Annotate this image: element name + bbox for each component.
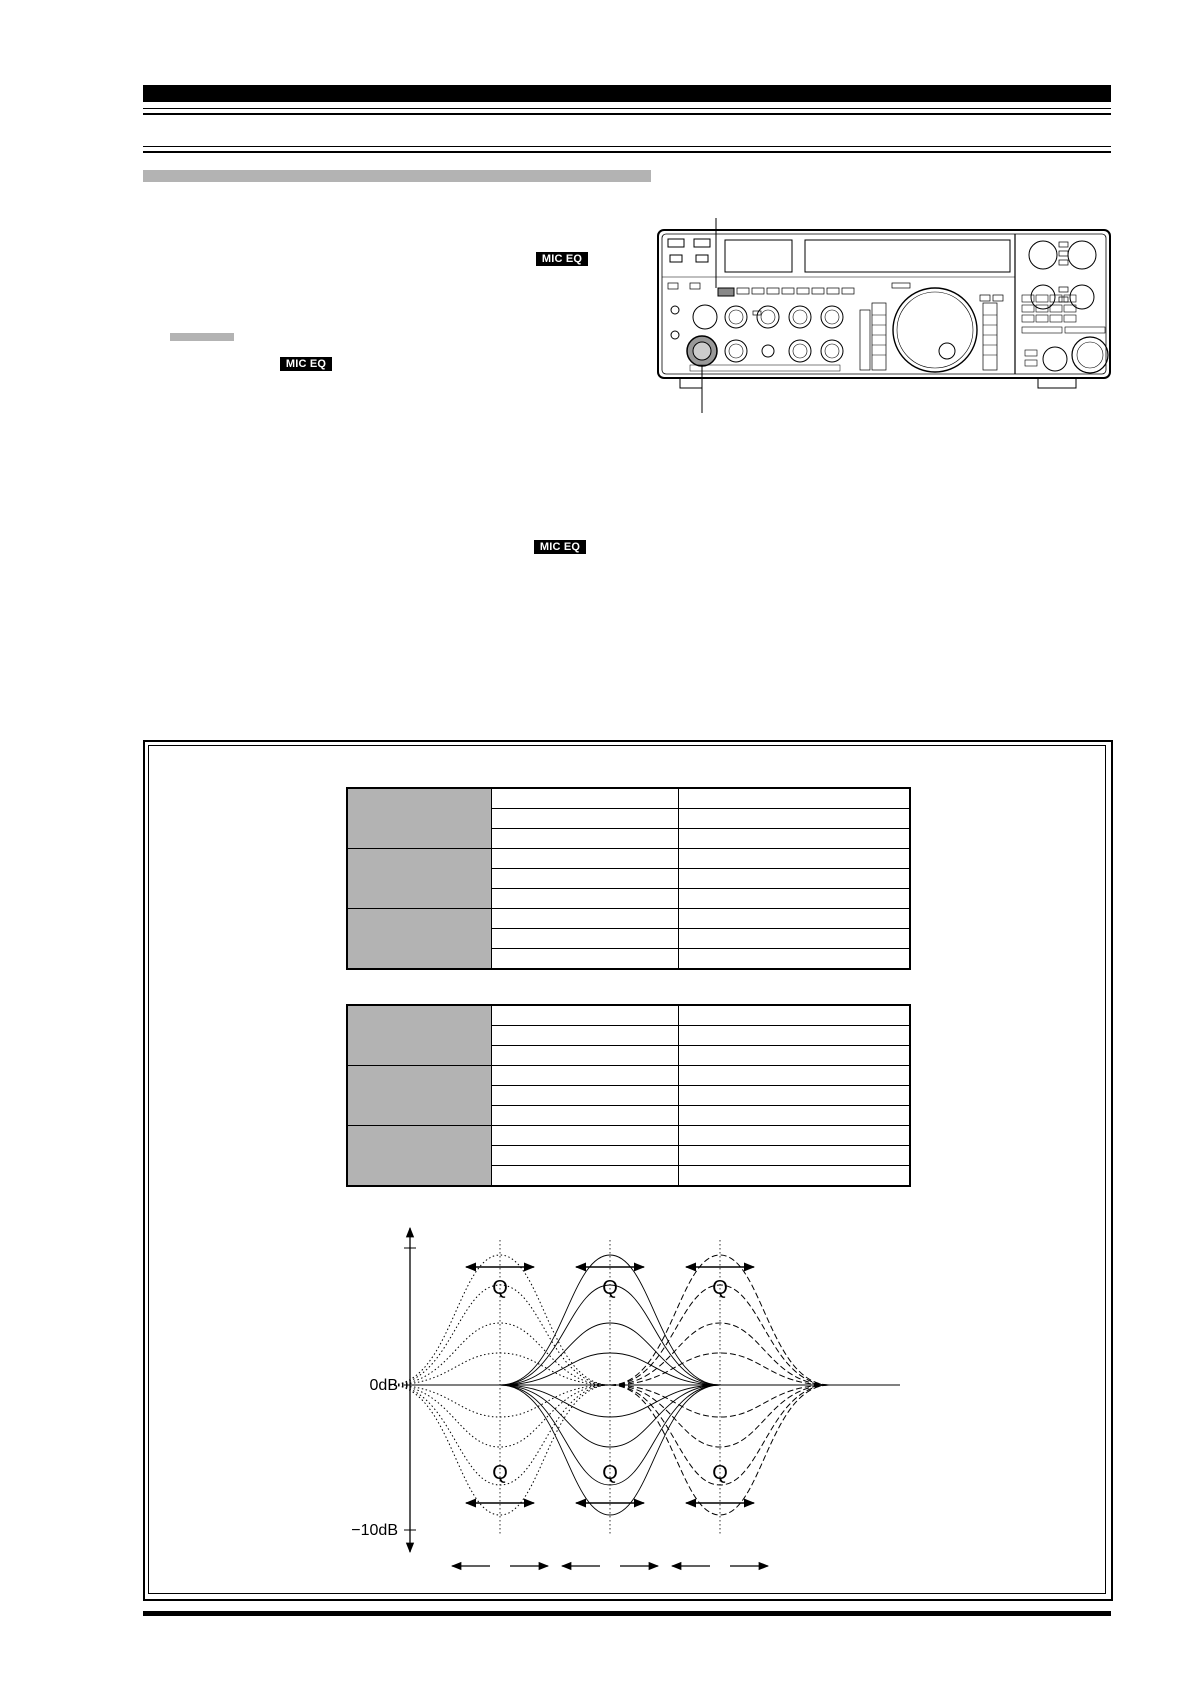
table-cell (492, 1046, 679, 1066)
y-label-0db: 0dB (369, 1377, 398, 1394)
table-cell (492, 1146, 679, 1166)
table-cell (492, 929, 679, 949)
section-heading-bar (143, 170, 651, 182)
table-cell (492, 849, 679, 869)
eq-response-chart (340, 1220, 920, 1580)
note-heading-bar (170, 333, 234, 341)
table-row (347, 1066, 910, 1086)
table-cell (679, 1005, 911, 1026)
q-label: Q (712, 1462, 728, 1484)
table-group-cell (347, 849, 492, 909)
transceiver-front-panel-illustration (650, 215, 1114, 415)
table-cell (679, 1126, 911, 1146)
table-group-cell (347, 1066, 492, 1126)
table-row (347, 788, 910, 809)
table-cell (492, 809, 679, 829)
table-group-cell (347, 788, 492, 849)
table-cell (679, 849, 911, 869)
mic-eq-badge: MIC EQ (534, 540, 586, 554)
table-row (347, 1126, 910, 1146)
table-cell (492, 909, 679, 929)
header-bar (143, 85, 1111, 102)
table-cell (492, 788, 679, 809)
table-group-cell (347, 1126, 492, 1187)
q-label: Q (602, 1277, 618, 1299)
eq-parameter-table-1 (346, 787, 911, 970)
table-cell (679, 788, 911, 809)
table-group-cell (347, 1005, 492, 1066)
mic-eq-badge: MIC EQ (280, 357, 332, 371)
table-cell (492, 869, 679, 889)
table-cell (679, 1086, 911, 1106)
header-rule-2 (143, 113, 1111, 115)
table-cell (492, 1026, 679, 1046)
table-cell (492, 1086, 679, 1106)
mic-eq-badge: MIC EQ (536, 252, 588, 266)
table-cell (679, 929, 911, 949)
table-row (347, 849, 910, 869)
table-cell (679, 1166, 911, 1187)
footer-bar (143, 1611, 1111, 1616)
table-cell (679, 1146, 911, 1166)
q-label: Q (492, 1462, 508, 1484)
table-row (347, 909, 910, 929)
table-cell (679, 949, 911, 970)
table-group-cell (347, 909, 492, 970)
table-cell (492, 1166, 679, 1187)
table-cell (679, 809, 911, 829)
table-row (347, 1005, 910, 1026)
table-cell (679, 1066, 911, 1086)
table-cell (492, 1106, 679, 1126)
table-cell (679, 869, 911, 889)
table-cell (679, 1026, 911, 1046)
table-cell (679, 889, 911, 909)
y-label-minus-10db: −10dB (351, 1522, 398, 1539)
table-cell (492, 889, 679, 909)
table-cell (492, 829, 679, 849)
table-cell (679, 1046, 911, 1066)
table-cell (679, 1106, 911, 1126)
table-cell (679, 909, 911, 929)
eq-parameter-table-2 (346, 1004, 911, 1187)
q-label: Q (712, 1277, 728, 1299)
q-label: Q (492, 1277, 508, 1299)
header-rule-1 (143, 108, 1111, 109)
header-rule-4 (143, 151, 1111, 153)
table-cell (679, 829, 911, 849)
header-rule-3 (143, 146, 1111, 147)
table-cell (492, 1005, 679, 1026)
table-cell (492, 1066, 679, 1086)
table-cell (492, 949, 679, 970)
q-label: Q (602, 1462, 618, 1484)
table-cell (492, 1126, 679, 1146)
